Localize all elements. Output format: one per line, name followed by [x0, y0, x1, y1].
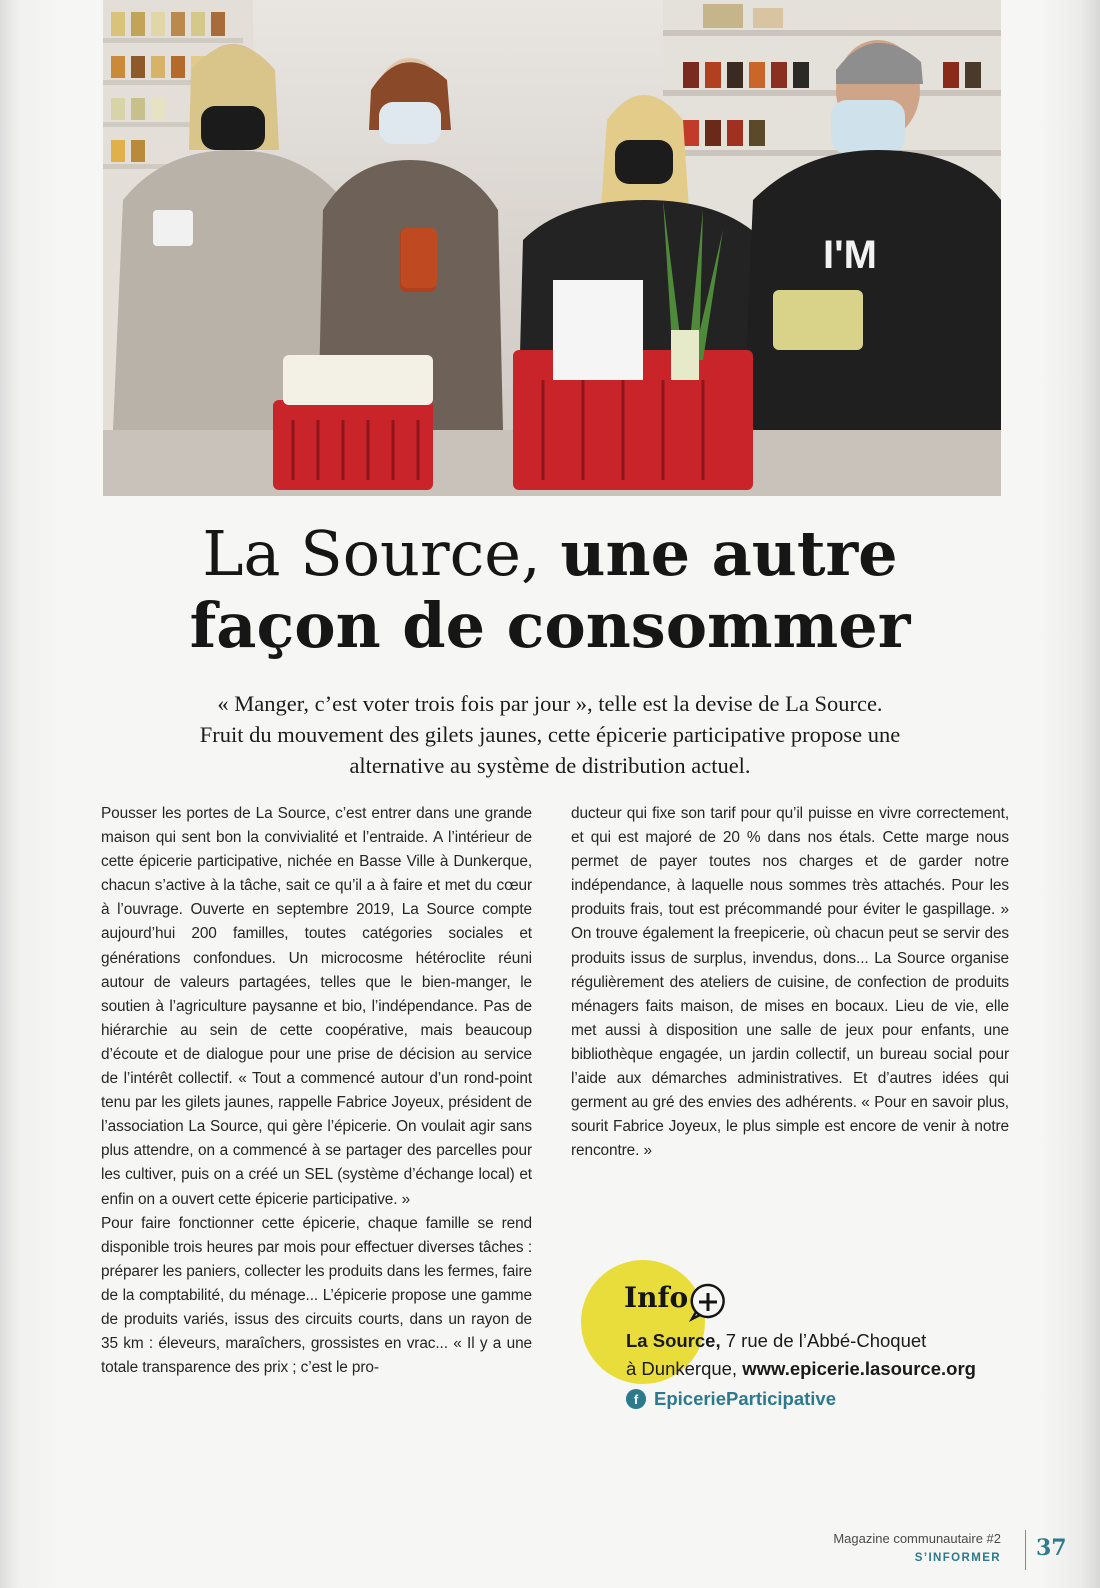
body-column-1 [101, 802, 532, 1380]
article-photo [103, 0, 1001, 496]
title-light: La Source, [202, 517, 561, 590]
body-paragraph: Pousser les portes de La Source, c’est entrer dans une grande maison qui sent bon la convivialité et l’entraide. A l’intérieur de cette épicerie participative, nichée en Basse Ville à Dunkerque, chacun s’active à la tâche, sait ce qu’il a à faire et met du cœur à l’ouvrage. Ouverte en septembre 2019, La Source compte aujourd’hui 200 familles, toutes catégories sociales et générations confondues. Un microcosme hétéroclite réuni autour de valeurs partagées, telles que le bien-manger, le soutien à l’agriculture paysanne et bio, l’indépendance. Pas de hiérarchie au sein de cette coopérative, mais beaucoup d’écoute et de dialogue pour une prise de décision au service de l’intérêt collectif. « Tout a commencé autour d’un rond-point tenu par les gilets jaunes, rappelle Fabrice Joyeux, président de l’association La Source, qui gère l’épicerie. On voulait agir sans plus attendre, on a commencé à se partager des parcelles pour les cultiver, puis on a créé un SEL (système d’échange local) et enfin on a ouvert cette épicerie participative. » [101, 805, 532, 1208]
info-city: à Dunkerque, [626, 1358, 743, 1379]
lede-line-2: Fruit du mouvement des gilets jaunes, cette épicerie participative propose une [199, 722, 901, 747]
info-address-line [626, 1330, 926, 1352]
info-website-link[interactable]: www.epicerie.lasource.org [742, 1358, 976, 1379]
photo-illustration [103, 0, 1001, 496]
title-bold-1: une autre [560, 517, 898, 590]
footer-divider [1025, 1530, 1026, 1570]
info-city-line [626, 1358, 976, 1380]
facebook-icon: f [626, 1389, 646, 1409]
body-column-2 [571, 802, 1009, 1163]
plus-speech-bubble-icon [688, 1282, 728, 1322]
info-name: La Source, [626, 1330, 721, 1351]
footer-section: S’INFORMER [914, 1552, 1001, 1564]
body-paragraph: Pour faire fonctionner cette épicerie, chaque famille se rend disponible trois heures par mois pour effectuer diverses tâches : préparer les paniers, collecter les produits dans les fermes, faire de la comptabilité, du ménage... L’épicerie propose une gamme de produits variés, issus des circuits courts, dans un rayon de 35 km : éleveurs, maraîchers, grossistes en vrac... « Il y a une totale transparence des prix ; c’est le pro- [101, 1214, 532, 1377]
page-number: 37 [1036, 1535, 1067, 1561]
title-bold-2: façon de consommer [189, 589, 911, 662]
lede-line-1: « Manger, c’est voter trois fois par jour », telle est la devise de La Source. [217, 691, 883, 716]
article-title [0, 518, 1100, 662]
facebook-page-name: EpicerieParticipative [654, 1388, 837, 1409]
article-lede [130, 688, 970, 781]
body-paragraph: ducteur qui fixe son tarif pour qu’il puisse en vivre correctement, et qui est majoré de 20 % dans nos étals. Cette marge nous permet de payer toutes nos charges et de garder notre indépendance, à laquelle nous sommes très attachés. Pour les produits frais, tout est précommandé pour éviter le gaspillage. » On trouve également la freepicerie, où chacun peut se servir des produits issus de surplus, invendus, dons... La Source organise régulièrement des ateliers de cuisine, de confection de produits ménagers faits maison, de mises en bocaux. Lieu de vie, elle met aussi à disposition une salle de jeux pour enfants, une bibliothèque engagée, un jardin collectif, un bureau social pour l’aide aux démarches administratives. Et d’autres idées qui germent au gré des envies des adhérents. « Pour en savoir plus, sourit Fabrice Joyeux, le plus simple est encore de venir à notre rencontre. » [571, 805, 1009, 1160]
info-title: Info [624, 1281, 689, 1314]
lede-line-3: alternative au système de distribution actuel. [349, 753, 751, 778]
footer-magazine: Magazine communautaire #2 [833, 1531, 1001, 1546]
svg-text:I'M: I'M [823, 233, 877, 277]
facebook-link[interactable] [626, 1388, 836, 1410]
info-address: 7 rue de l’Abbé-Choquet [720, 1330, 927, 1351]
